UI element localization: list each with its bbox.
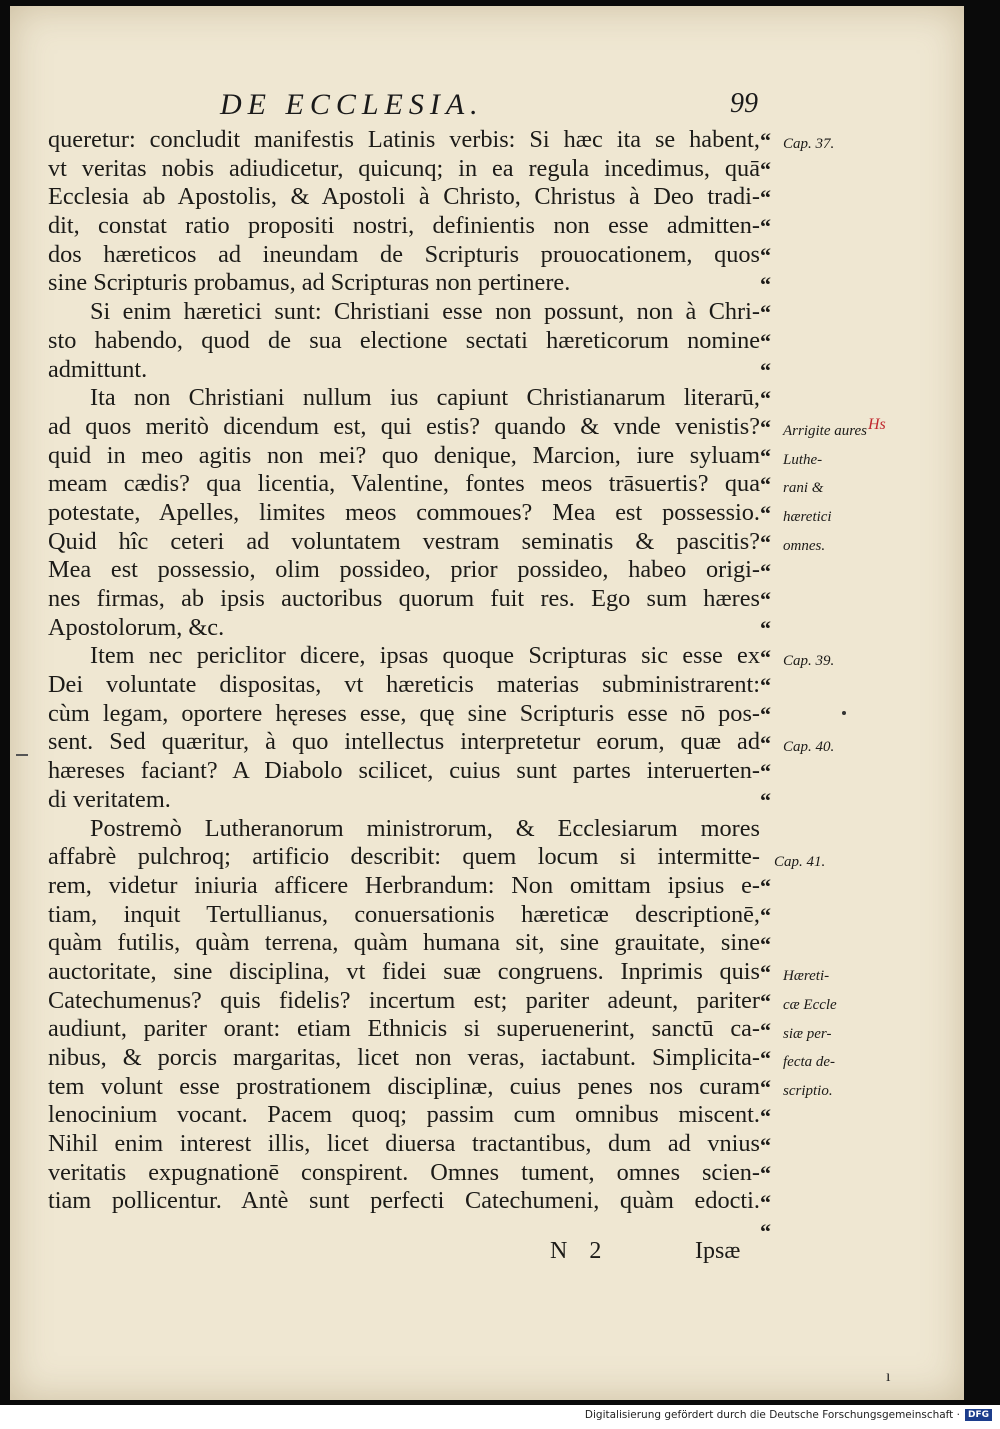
text-line: dos hæreticos ad ineundam de Scripturis prouocationem, quos: [48, 240, 760, 268]
digitization-credit: [585, 1409, 992, 1421]
quote-mark: “: [760, 615, 769, 641]
margin-note: scriptio.: [783, 1083, 833, 1100]
text-line: quàm futilis, quàm terrena, quàm humana sit, sine grauitate, sine: [48, 929, 760, 957]
margin-entry: [760, 157, 783, 183]
margin-entry: [760, 1046, 835, 1072]
margin-entry: [760, 587, 783, 613]
margin-note: Arrigite aures: [783, 423, 868, 439]
quote-mark: “: [760, 242, 769, 268]
text-line: veritatis expugnationē conspirent. Omnes tument, omnes scien-: [48, 1158, 760, 1186]
margin-entry: [760, 329, 783, 355]
margin-entry: [760, 1104, 783, 1130]
margin-note: Cap. 40.: [783, 738, 835, 755]
signature-mark: N 2: [550, 1238, 610, 1264]
quote-mark: “: [760, 472, 769, 498]
quote-mark: “: [760, 529, 769, 555]
stray-mark: [842, 711, 846, 715]
margin-note: hæretici: [783, 509, 832, 526]
margin-note: Cap. 39.: [783, 652, 835, 669]
left-edge-mark: [16, 754, 28, 756]
text-line: cùm legam, oportere hęreses esse, quę sine Scripturis esse nō pos-: [48, 699, 760, 727]
quote-mark: “: [760, 128, 769, 153]
handwritten-annotation: Hs: [868, 416, 886, 433]
quote-mark: “: [760, 156, 769, 182]
margin-entry: [760, 989, 837, 1015]
quote-mark: “: [760, 185, 769, 211]
credit-text: Digitalisierung gefördert durch die Deutsche Forschungsgemeinschaft ·: [584, 1409, 960, 1421]
quote-mark: “: [760, 644, 769, 670]
text-line: Dei voluntate dispositas, vt hæreticis materias subministrarent:: [48, 671, 760, 699]
text-line: Si enim hæretici sunt: Christiani esse non possunt, non à Chri-: [90, 298, 760, 326]
quote-mark: “: [760, 300, 769, 326]
text-line: Quid hîc ceteri ad voluntatem vestram seminatis & pascitis?: [48, 527, 760, 555]
margin-note: siæ per-: [783, 1025, 832, 1042]
margin-entry: [760, 1133, 783, 1159]
margin-entry: [760, 272, 783, 298]
quote-mark: “: [760, 788, 769, 814]
running-title: DE ECCLESIA.: [220, 88, 484, 121]
margin-entry: [760, 1018, 831, 1044]
margin-entry: [760, 673, 783, 699]
quote-mark: “: [760, 328, 769, 354]
margin-entry: [760, 1075, 833, 1101]
quote-mark: “: [760, 443, 769, 469]
quote-mark: “: [760, 989, 769, 1014]
quote-mark: “: [760, 1046, 769, 1072]
text-line: dit, constat ratio propositi nostri, definientis non esse admitten-: [48, 212, 760, 240]
text-line: Mea est possessio, olim possideo, prior possideo, habeo origi-: [48, 556, 760, 584]
text-block: [48, 126, 760, 1216]
quote-mark: “: [760, 1161, 769, 1187]
margin-entry: [760, 616, 783, 642]
text-line: Catechumenus? quis fidelis? incertum est; pariter adeunt, pariter: [48, 986, 760, 1014]
margin-entry: [760, 501, 832, 527]
quote-mark: “: [760, 587, 769, 613]
quote-mark: “: [760, 759, 769, 785]
quote-mark: “: [760, 1218, 769, 1244]
text-line: nes firmas, ab ipsis auctoribus quorum fuit res. Ego sum hæres: [48, 585, 760, 612]
quote-mark: “: [760, 1103, 769, 1129]
dfg-logo: DFG: [965, 1409, 992, 1421]
catchword: Ipsæ: [695, 1238, 741, 1264]
text-line: meam cædis? qua licentia, Valentine, fontes meos trāsuertis? qua: [48, 470, 760, 498]
text-line: queretur: concludit manifestis Latinis verbis: Si hæc ita se habent,: [48, 126, 760, 153]
margin-entry: [760, 1161, 783, 1187]
quote-mark: “: [760, 1075, 769, 1101]
quote-mark: “: [760, 960, 769, 986]
margin-note: fecta de-: [783, 1054, 836, 1071]
margin-entry: [760, 415, 867, 441]
margin-note: Cap. 41.: [774, 853, 826, 870]
margin-entry: [760, 731, 834, 757]
text-line: admittunt.: [48, 355, 148, 383]
quote-mark: “: [760, 386, 769, 412]
text-line: tem volunt esse prostrationem disciplinæ, cuius penes nos curam: [48, 1072, 760, 1100]
text-line: hæreses faciant? A Diabolo scilicet, cuius sunt partes interuerten-: [48, 757, 760, 785]
margin-entry: [760, 960, 829, 986]
margin-entry: [760, 243, 783, 269]
margin-note: rani &: [783, 480, 824, 497]
margin-entry: [760, 386, 783, 412]
margin-entry: [760, 214, 783, 240]
text-line: quid in meo agitis non mei? quo denique, Marcion, iure syluam: [48, 441, 760, 469]
margin-entry: [760, 874, 783, 900]
book-page: [10, 6, 964, 1400]
text-line: Ita non Christiani nullum ius capiunt Christianarum literarū,: [90, 384, 760, 412]
margin-note: Hæreti-: [783, 968, 830, 985]
text-line: Postremò Lutheranorum ministrorum, & Ecclesiarum mores: [90, 814, 760, 842]
margin-entry: [760, 846, 825, 872]
quote-mark: “: [760, 1017, 769, 1043]
margin-entry: [760, 128, 834, 154]
quote-mark: “: [760, 357, 769, 383]
margin-note: cæ Eccle: [783, 997, 837, 1013]
margin-entry: [760, 759, 783, 785]
text-line: sent. Sed quæritur, à quo intellectus interpretetur eorum, quæ ad: [48, 728, 760, 756]
edge-mark: ı: [886, 1368, 891, 1385]
margin-entry: [760, 645, 834, 671]
text-line: nibus, & porcis margaritas, licet non veras, iactabunt. Simplicita-: [48, 1044, 760, 1071]
quote-mark: “: [760, 1132, 769, 1158]
text-line: audiunt, pariter orant: etiam Ethnicis si superuenerint, sanctū ca-: [48, 1015, 760, 1043]
margin-entry: [760, 185, 783, 211]
text-line: tiam, inquit Tertullianus, conuersationis hæreticæ descriptionē,: [48, 900, 760, 928]
quote-mark: “: [760, 702, 769, 727]
quote-mark: “: [760, 874, 769, 900]
margin-entry: [760, 559, 783, 585]
text-line: tiam pollicentur. Antè sunt perfecti Catechumeni, quàm edocti.: [48, 1187, 760, 1215]
quote-mark: “: [760, 558, 769, 584]
margin-entry: [760, 702, 783, 728]
text-line: lenocinium vocant. Pacem quoq; passim cum omnibus miscent.: [48, 1101, 760, 1129]
quote-mark: “: [760, 271, 769, 297]
margin-entry: [760, 932, 783, 958]
quote-mark: “: [760, 673, 769, 699]
text-line: auctoritate, sine disciplina, vt fidei suæ congruens. Inprimis quis: [48, 957, 760, 985]
quote-mark: “: [760, 931, 769, 957]
text-line: di veritatem.: [48, 785, 171, 813]
folio-number: 99: [730, 88, 758, 119]
page-footer: [10, 1238, 964, 1270]
margin-entry: [760, 1190, 783, 1216]
margin-entry: [760, 903, 783, 929]
quote-mark: “: [760, 214, 769, 240]
text-line: rem, videtur iniuria afficere Herbrandum: Non omittam ipsius e-: [48, 871, 760, 899]
margin-entry: [760, 300, 783, 326]
margin-entry: [760, 444, 822, 470]
margin-note: Luthe-: [783, 451, 823, 468]
text-line: Nihil enim interest illis, licet diuersa tractantibus, dum ad vnius: [48, 1130, 760, 1158]
margin-entry: [760, 788, 783, 814]
text-line: Apostolorum, &c.: [48, 613, 225, 641]
page-header: [10, 88, 964, 128]
quote-mark: “: [760, 1189, 769, 1215]
text-line: Ecclesia ab Apostolis, & Apostoli à Christo, Christus à Deo tradi-: [48, 183, 760, 211]
quote-mark: “: [760, 902, 769, 928]
text-line: Item nec periclitor dicere, ipsas quoque Scripturas sic esse ex: [90, 642, 760, 670]
margin-entry: [760, 472, 823, 498]
text-line: sine Scripturis probamus, ad Scripturas non pertinere.: [48, 269, 571, 297]
text-line: ad quos meritò dicendum est, qui estis? quando & vnde venistis?: [48, 412, 760, 440]
text-line: affabrè pulchroq; artificio describit: quem locum si intermitte-: [48, 843, 760, 871]
quote-mark: “: [760, 501, 769, 527]
text-line: vt veritas nobis adiudicetur, quicunq; in ea regula incedimus, quā: [48, 154, 760, 182]
text-line: potestate, Apelles, limites meos commoues? Mea est possessio.: [48, 498, 760, 526]
margin-entry: [760, 530, 825, 556]
quote-mark: “: [760, 415, 769, 440]
quote-mark: “: [760, 730, 769, 756]
margin-entry: [760, 358, 783, 384]
margin-note: omnes.: [783, 537, 826, 554]
text-line: sto habendo, quod de sua electione sectati hæreticorum nomine: [48, 326, 760, 354]
margin-note: Cap. 37.: [783, 136, 835, 152]
